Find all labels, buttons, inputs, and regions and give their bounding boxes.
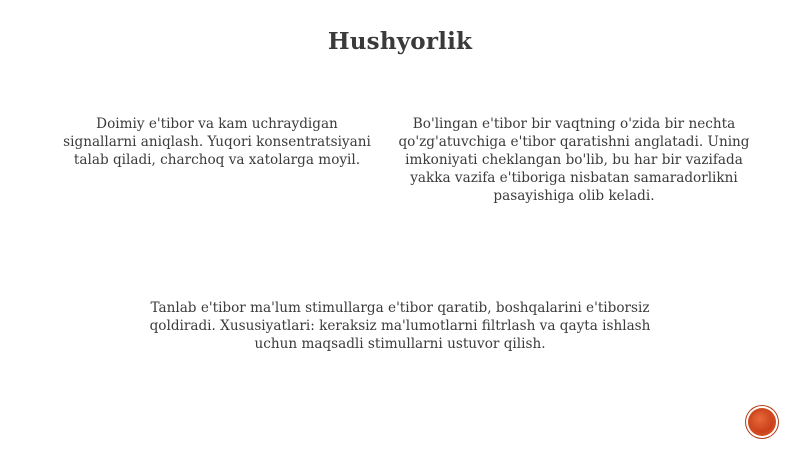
- text-block-sustained-attention: Doimiy e'tibor va kam uchraydigan signallarni aniqlash. Yuqori konsentratsiyani talab qiladi, charchoq va xatolarga moyil.: [63, 116, 371, 168]
- text-block-divided-attention: Bo'lingan e'tibor bir vaqtning o'zida bir nechta qo'zg'atuvchiga e'tibor qaratishni anglatadi. Uning imkoniyati cheklangan bo'lib, bu har bir vazifada yakka vazifa e'tiboriga nisbatan samaradorlikni pasayishiga olib keladi.: [398, 116, 750, 204]
- text-block-selective-attention: Tanlab e'tibor ma'lum stimullarga e'tibor qaratib, boshqalarini e'tiborsiz qoldiradi. Xususiyatlari: keraksiz ma'lumotlarni filtrlash va qayta ishlash uchun maqsadli stimullarni ustuvor qilish.: [149, 300, 651, 352]
- slide-title: Hushyorlik: [327, 28, 473, 55]
- slide-nav-button[interactable]: [748, 408, 776, 436]
